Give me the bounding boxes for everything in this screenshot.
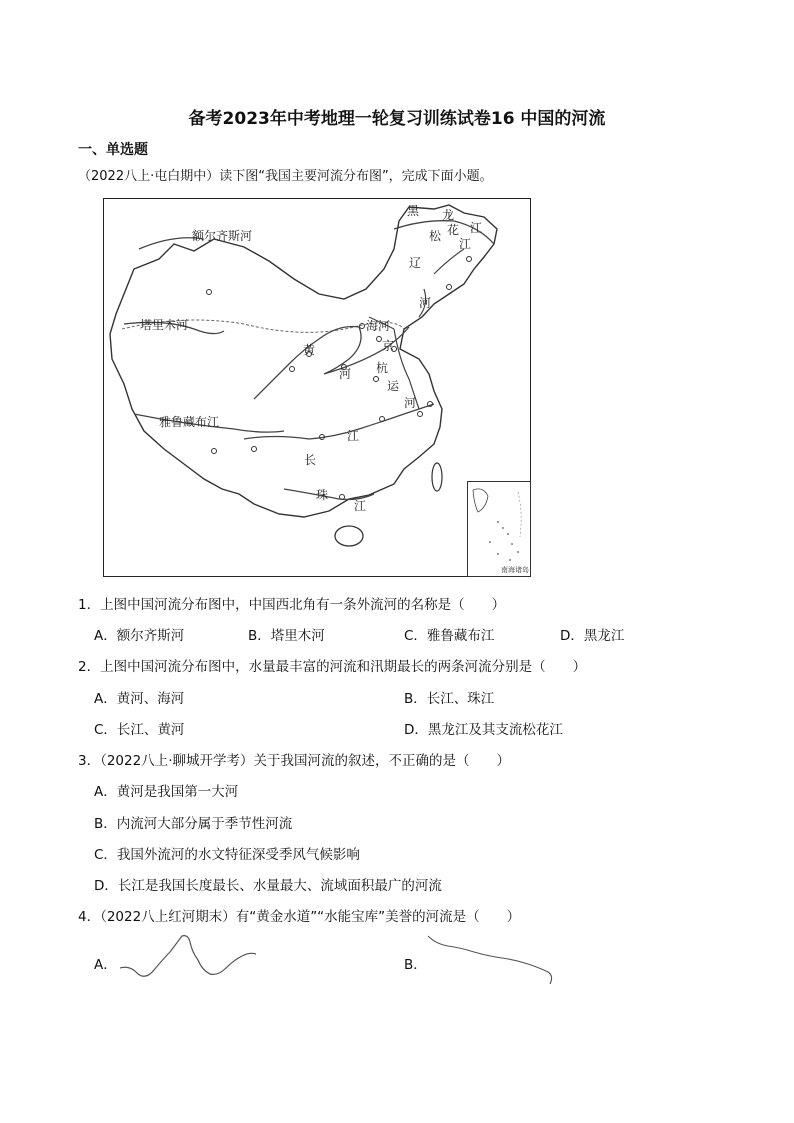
label-hua: 花	[447, 223, 460, 237]
label-he3: 河	[404, 396, 417, 410]
q4-option-b[interactable]: B．	[404, 957, 427, 973]
q1-option-c[interactable]: C．雅鲁藏布江	[404, 628, 495, 644]
hainan-island	[335, 526, 363, 546]
china-outline-svg	[104, 199, 529, 575]
label-erqisi: 额尔齐斯河	[192, 229, 253, 243]
label-jiang3: 江	[347, 429, 360, 443]
question-1-stem: 1．上图中国河流分布图中，中国西北角有一条外流河的名称是（ ）	[78, 597, 506, 613]
label-jiang1: 江	[470, 221, 483, 235]
label-long: 龙	[442, 208, 455, 222]
label-he1: 河	[419, 296, 432, 310]
page-title: 备考2023年中考地理一轮复习训练试卷16 中国的河流	[188, 109, 606, 129]
label-huang: 黄	[303, 343, 316, 357]
q2-option-d[interactable]: D．黑龙江及其支流松花江	[404, 722, 563, 738]
q1-option-b[interactable]: B．塔里木河	[248, 628, 325, 644]
q4-river-b-drawing	[422, 930, 562, 988]
label-jiang2: 江	[459, 237, 472, 251]
south-china-sea-inset	[467, 481, 531, 577]
label-chang: 长	[304, 453, 317, 467]
label-haihe: 海河	[366, 319, 391, 333]
label-hei: 黑	[407, 204, 420, 218]
q4-option-a[interactable]: A．	[94, 957, 117, 973]
q2-option-c[interactable]: C．长江、黄河	[94, 722, 185, 738]
label-jing: 京	[382, 339, 395, 353]
label-song: 松	[429, 229, 442, 243]
label-zhu: 珠	[316, 488, 329, 502]
question-4-stem: 4．（2022八上红河期末）有“黄金水道”“水能宝库”美誉的河流是（ ）	[78, 909, 521, 925]
nanhai-label: 南海诸岛	[501, 566, 529, 574]
q2-option-a[interactable]: A．黄河、海河	[94, 691, 185, 707]
q3-option-d[interactable]: D．长江是我国长度最长、水量最大、流域面积最广的河流	[94, 878, 442, 894]
q4-river-a-drawing	[118, 930, 258, 988]
section-heading: 一、单选题	[78, 142, 148, 158]
china-border	[110, 205, 497, 517]
label-he2: 河	[339, 367, 352, 381]
label-yun: 运	[387, 379, 400, 393]
label-hang: 杭	[376, 361, 389, 375]
q2-option-b[interactable]: B．长江、珠江	[404, 691, 495, 707]
label-talimu: 塔里木河	[140, 318, 189, 332]
q1-option-a[interactable]: A．额尔齐斯河	[94, 628, 185, 644]
q3-option-a[interactable]: A．黄河是我国第一大河	[94, 784, 239, 800]
taiwan-island	[432, 463, 442, 491]
q1-option-d[interactable]: D．黑龙江	[560, 628, 625, 644]
songhua-river	[434, 249, 464, 274]
question-3-stem: 3．（2022八上·聊城开学考）关于我国河流的叙述，不正确的是（ ）	[78, 753, 510, 769]
label-liao: 辽	[409, 256, 422, 270]
q3-option-b[interactable]: B．内流河大部分属于季节性河流	[94, 816, 293, 832]
label-yalu: 雅鲁藏布江	[159, 415, 220, 429]
question-2-stem: 2．上图中国河流分布图中，水量最丰富的河流和汛期最长的两条河流分别是（ ）	[78, 659, 587, 675]
q3-option-c[interactable]: C．我国外流河的水文特征深受季风气候影响	[94, 847, 360, 863]
label-jiang4: 江	[354, 499, 367, 513]
intro-text: （2022八上·屯白期中）读下图“我国主要河流分布图”，完成下面小题。	[78, 169, 493, 184]
